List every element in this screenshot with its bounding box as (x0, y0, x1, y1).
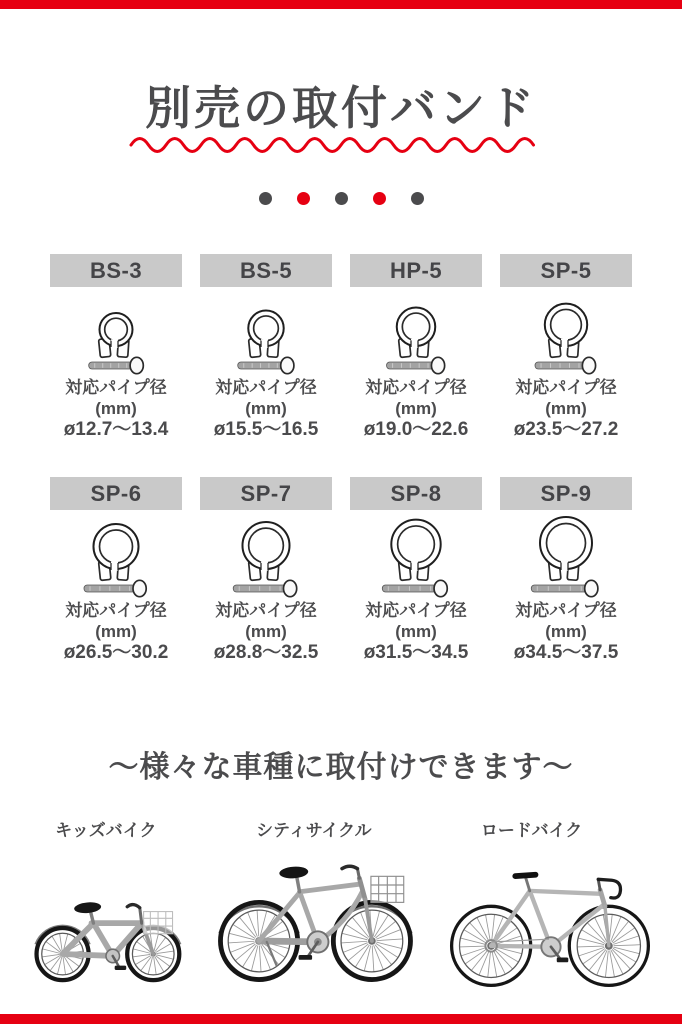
saddle (512, 872, 538, 880)
top-red-bar (0, 0, 682, 9)
band-clamp-illustration (216, 291, 316, 375)
city-bike-illustration (206, 835, 423, 990)
pedal (557, 957, 569, 962)
spec-label: 対応パイプ径 (365, 378, 467, 397)
spec-range: ø28.8～32.5 (213, 642, 319, 663)
front-basket (371, 876, 404, 902)
spec-label: 対応パイプ径 (65, 378, 167, 397)
product-spec (514, 600, 619, 664)
spec-range: ø15.5～16.5 (213, 419, 319, 440)
band-clamp-illustration (216, 514, 316, 598)
spec-unit: (mm) (95, 399, 137, 418)
kids-bike-illustration (24, 865, 188, 990)
product-grid (50, 254, 632, 664)
spec-unit: (mm) (545, 622, 587, 641)
road-bike-illustration (441, 840, 658, 990)
product-card (200, 477, 332, 664)
product-card (350, 477, 482, 664)
stem (140, 908, 142, 923)
front-basket (144, 912, 173, 934)
handlebar (342, 866, 357, 868)
product-model-badge: BS-5 (200, 254, 332, 287)
spec-label: 対応パイプ径 (65, 601, 167, 620)
dot (373, 192, 386, 205)
product-card (50, 254, 182, 441)
spec-unit: (mm) (395, 399, 437, 418)
saddle (74, 901, 102, 914)
product-card (350, 254, 482, 441)
band-clamp-illustration (366, 514, 466, 598)
dot (259, 192, 272, 205)
bike-illustrations-row (24, 835, 658, 990)
spec-unit: (mm) (245, 399, 287, 418)
spec-range: ø31.5～34.5 (363, 642, 469, 663)
product-model-badge: SP-7 (200, 477, 332, 510)
pedal (115, 966, 127, 970)
handlebar (127, 905, 140, 908)
kids-bike-label: キッズバイク (55, 821, 157, 840)
product-card (200, 254, 332, 441)
band-clamp-illustration (366, 291, 466, 375)
product-spec (64, 600, 169, 664)
spec-label: 対応パイプ径 (515, 378, 617, 397)
product-model-badge: HP-5 (350, 254, 482, 287)
wavy-underline-decoration (129, 135, 553, 155)
page-title: 別売の取付バンド (145, 82, 537, 134)
spec-label: 対応パイプ径 (215, 378, 317, 397)
spec-unit: (mm) (95, 622, 137, 641)
product-spec (64, 377, 169, 441)
spec-unit: (mm) (395, 622, 437, 641)
band-clamp-illustration (516, 291, 616, 375)
product-model-badge: SP-5 (500, 254, 632, 287)
product-spec (514, 377, 619, 441)
road-bike-label: ロードバイク (480, 821, 583, 840)
city-bike-label: シティサイクル (256, 821, 372, 840)
dot (297, 192, 310, 205)
compatibility-title: ～様々な車種に取付けできます～ (108, 751, 574, 784)
spec-unit: (mm) (245, 622, 287, 641)
product-card (50, 477, 182, 664)
pedal (299, 955, 313, 960)
spec-range: ø12.7～13.4 (63, 419, 169, 440)
band-clamp-illustration (66, 291, 166, 375)
spec-label: 対応パイプ径 (365, 601, 467, 620)
head-tube (600, 890, 605, 906)
spec-range: ø34.5～37.5 (513, 642, 619, 663)
product-spec (214, 377, 319, 441)
spec-range: ø26.5～30.2 (63, 642, 169, 663)
bottom-red-bar (0, 1014, 682, 1024)
product-card (500, 477, 632, 664)
spec-range: ø19.0～22.6 (363, 419, 469, 440)
seat-post (526, 878, 530, 891)
spec-label: 対応パイプ径 (215, 601, 317, 620)
saddle (279, 866, 309, 880)
dot (335, 192, 348, 205)
product-model-badge: BS-3 (50, 254, 182, 287)
product-spec (364, 600, 469, 664)
dot (411, 192, 424, 205)
product-card (500, 254, 632, 441)
spec-range: ø23.5～27.2 (513, 419, 619, 440)
decoration-dots (0, 192, 682, 205)
band-clamp-illustration (66, 514, 166, 598)
product-spec (214, 600, 319, 664)
seat-post (297, 876, 300, 891)
product-model-badge: SP-6 (50, 477, 182, 510)
spec-label: 対応パイプ径 (515, 601, 617, 620)
product-spec (364, 377, 469, 441)
band-clamp-illustration (516, 514, 616, 598)
product-model-badge: SP-9 (500, 477, 632, 510)
spec-unit: (mm) (545, 399, 587, 418)
product-model-badge: SP-8 (350, 477, 482, 510)
